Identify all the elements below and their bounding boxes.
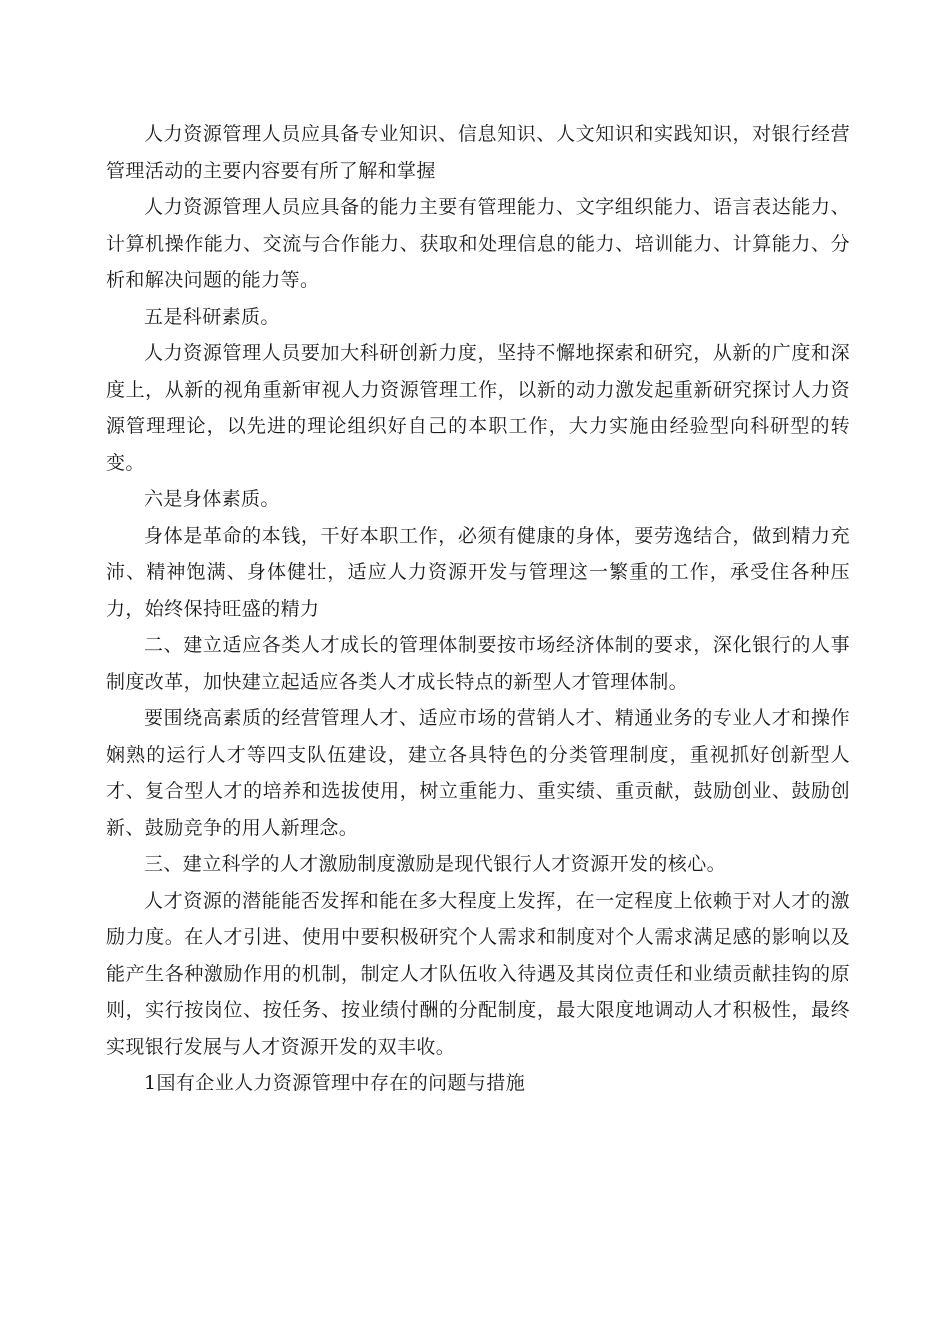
heading-state-enterprise: 1国有企业人力资源管理中存在的问题与措施 [144,1072,526,1094]
paragraph-incentive-details: 人才资源的潜能能否发挥和能在多大程度上发挥，在一定程度上依赖于对人才的激励力度。在人才引进、使用中要积极研究个人需求和制度对个人需求满足感的影响以及能产生各种激励作用的机制，制定人才队伍收入待遇及其岗位责任和业绩贡献挂钩的原则，实行按岗位、按任务、按业绩付酬的分配制度，最大限度地调动人才积极性，最终实现银行发展与人才资源开发的双丰收。 [106,889,850,1058]
document-body [106,116,850,1102]
paragraph-talent-teams: 要围绕高素质的经营管理人才、适应市场的营销人才、精通业务的专业人才和操作娴熟的运行人才等四支队伍建设，建立各具特色的分类管理制度，重视抓好创新型人才、复合型人才的培养和选拔使用，树立重能力、重实绩、重贡献，鼓励创业、鼓励创新、鼓励竞争的用人新理念。 [106,707,850,839]
paragraph-research: 人力资源管理人员要加大科研创新力度，坚持不懈地探索和研究，从新的广度和深度上，从新的视角重新审视人力资源管理工作，以新的动力激发起重新研究探讨人力资源管理理论，以先进的理论组织好自己的本职工作，大力实施由经验型向科研型的转变。 [106,342,850,474]
paragraph-physical: 身体是革命的本钱，干好本职工作，必须有健康的身体，要劳逸结合，做到精力充沛、精神饱满、身体健壮，适应人力资源开发与管理这一繁重的工作，承受住各种压力，始终保持旺盛的精力 [106,524,850,620]
heading-research-quality: 五是科研素质。 [144,305,280,328]
paragraph-abilities: 人力资源管理人员应具备的能力主要有管理能力、文字组织能力、语言表达能力、计算机操作能力、交流与合作能力、获取和处理信息的能力、培训能力、计算能力、分析和解决问题的能力等。 [106,196,850,291]
paragraph-knowledge: 人力资源管理人员应具备专业知识、信息知识、人文知识和实践知识，对银行经营管理活动的主要内容要有所了解和掌握 [106,123,850,182]
heading-physical-quality: 六是身体素质。 [144,488,280,510]
paragraph-incentive-system: 三、建立科学的人才激励制度激励是现代银行人才资源开发的核心。 [144,853,727,875]
paragraph-management-system: 二、建立适应各类人才成长的管理体制要按市场经济体制的要求，深化银行的人事制度改革，加快建立起适应各类人才成长特点的新型人才管理体制。 [106,634,850,693]
